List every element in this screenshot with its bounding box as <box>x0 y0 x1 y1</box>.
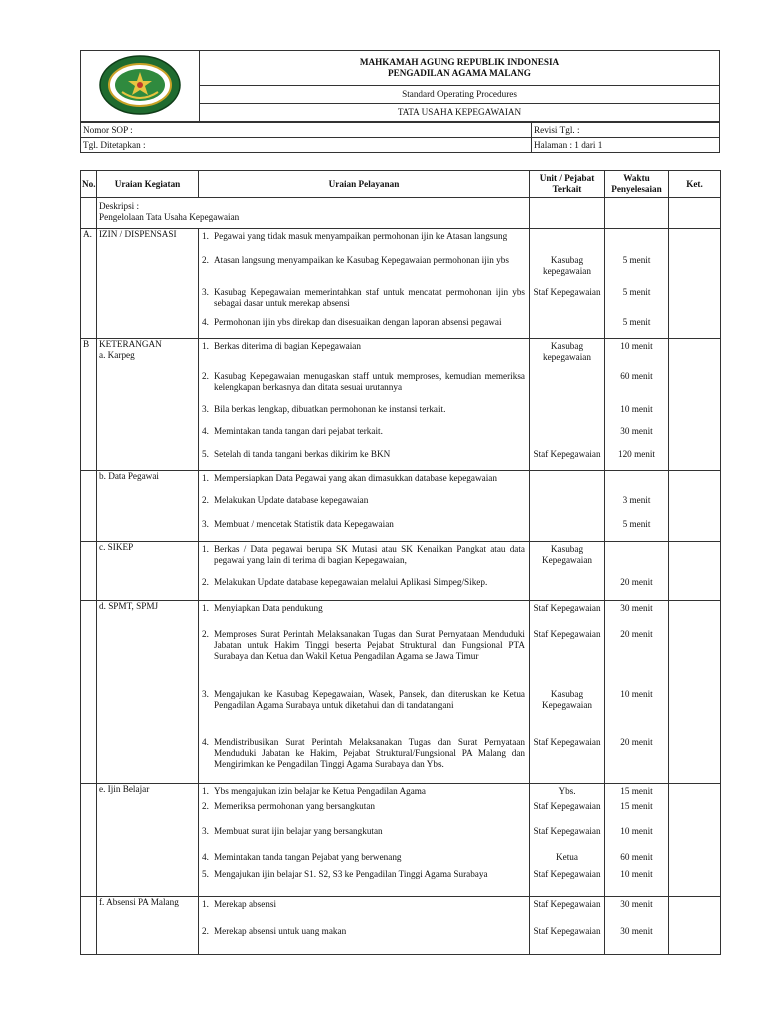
table-row <box>81 542 721 576</box>
pelayanan-step <box>199 897 530 925</box>
table-row <box>81 601 721 628</box>
ket-cell <box>669 285 721 315</box>
waktu-cell: 20 menit <box>605 735 669 784</box>
ket-cell <box>669 799 721 824</box>
step-number: 5. <box>202 869 209 879</box>
unit-cell: Kasubag Kepegawaian <box>530 687 605 735</box>
table-row <box>81 897 721 925</box>
ket-cell <box>669 824 721 850</box>
step-number: 1. <box>202 603 209 613</box>
kegiatan-label: f. Absensi PA Malang <box>99 897 179 907</box>
section-kegiatan <box>97 784 199 897</box>
table-row <box>81 229 721 254</box>
ket-cell <box>669 339 721 370</box>
pelayanan-step <box>199 627 530 687</box>
ket-cell <box>669 575 721 601</box>
step-text: Mengajukan ijin belajar S1. S2, S3 ke Pengadilan Tinggi Agama Surabaya <box>214 869 488 879</box>
col-ket: Ket. <box>669 171 721 198</box>
ket-cell <box>669 542 721 576</box>
organization-name <box>200 51 720 86</box>
step-number: 2. <box>202 371 209 381</box>
step-text: Melakukan Update database kepegawaian <box>214 495 369 505</box>
deskripsi-cell <box>97 198 530 229</box>
section-no: A. <box>81 229 97 339</box>
step-number: 4. <box>202 737 209 747</box>
revisi-tgl: Revisi Tgl. : <box>532 123 720 138</box>
step-number: 2. <box>202 495 209 505</box>
unit-cell: Staf Kepegawaian <box>530 799 605 824</box>
ket-cell <box>669 601 721 628</box>
ket-cell <box>669 867 721 897</box>
step-number: 1. <box>202 544 209 554</box>
pelayanan-step <box>199 493 530 517</box>
step-number: 2. <box>202 255 209 265</box>
table-header-row <box>81 171 721 198</box>
unit-cell: Staf Kepegawaian <box>530 897 605 925</box>
org-line-2: PENGADILAN AGAMA MALANG <box>388 68 531 78</box>
step-number: 1. <box>202 473 209 483</box>
section-kegiatan <box>97 897 199 955</box>
org-line-1: MAHKAMAH AGUNG REPUBLIK INDONESIA <box>359 57 560 67</box>
col-unit: Unit / Pejabat Terkait <box>530 171 605 198</box>
ket-cell <box>669 369 721 402</box>
step-text: Merekap absensi <box>214 899 276 909</box>
halaman: Halaman : 1 dari 1 <box>532 138 720 153</box>
step-number: 1. <box>202 899 209 909</box>
deskripsi-text: Pengelolaan Tata Usaha Kepegawaian <box>99 212 240 222</box>
step-number: 1. <box>202 786 209 796</box>
step-number: 3. <box>202 404 209 414</box>
section-kegiatan <box>97 339 199 471</box>
table-row <box>81 339 721 370</box>
waktu-cell: 5 menit <box>605 285 669 315</box>
tgl-ditetapkan: Tgl. Ditetapkan : <box>81 138 532 153</box>
pelayanan-step <box>199 784 530 800</box>
ket-cell <box>669 493 721 517</box>
unit-cell: Staf Kepegawaian <box>530 285 605 315</box>
kegiatan-label: KETERANGAN <box>99 339 162 349</box>
pelayanan-step <box>199 687 530 735</box>
section-kegiatan <box>97 601 199 784</box>
pelayanan-step <box>199 735 530 784</box>
ket-cell <box>669 897 721 925</box>
ket-cell <box>669 402 721 424</box>
step-number: 5. <box>202 449 209 459</box>
kegiatan-label: a. Karpeg <box>99 350 135 360</box>
pelayanan-step <box>199 517 530 542</box>
waktu-cell: 30 menit <box>605 601 669 628</box>
meta-table <box>80 122 720 153</box>
step-text: Berkas diterima di bagian Kepegawaian <box>214 341 361 351</box>
unit-cell: Kasubag kepegawaian <box>530 339 605 370</box>
step-text: Mengajukan ke Kasubag Kepegawaian, Wasek, Pansek, dan diteruskan ke Ketua Pengadilan Agama Surabaya untuk diketahui dan di tandatangani <box>214 689 525 710</box>
waktu-cell: 5 menit <box>605 517 669 542</box>
logo-cell <box>81 51 200 122</box>
waktu-cell: 3 menit <box>605 493 669 517</box>
step-number: 3. <box>202 689 209 699</box>
col-no: No. <box>81 171 97 198</box>
kegiatan-label: e. Ijin Belajar <box>99 784 150 794</box>
waktu-cell: 5 menit <box>605 253 669 285</box>
step-number: 4. <box>202 317 209 327</box>
section-no <box>81 601 97 784</box>
deskripsi-row <box>81 198 721 229</box>
ket-cell <box>669 850 721 867</box>
section-kegiatan <box>97 542 199 601</box>
pelayanan-step <box>199 542 530 576</box>
waktu-cell: 30 menit <box>605 897 669 925</box>
step-number: 1. <box>202 231 209 241</box>
ket-cell <box>669 471 721 494</box>
waktu-cell: 10 menit <box>605 687 669 735</box>
ket-cell <box>669 253 721 285</box>
step-number: 4. <box>202 852 209 862</box>
step-number: 1. <box>202 341 209 351</box>
ket-cell <box>669 687 721 735</box>
waktu-cell: 20 menit <box>605 575 669 601</box>
pelayanan-step <box>199 867 530 897</box>
pelayanan-step <box>199 824 530 850</box>
step-text: Mendistribusikan Surat Perintah Melaksanakan Tugas dan Surat Pernyataan Menduduki Jabatan ke Hakim, Pejabat Struktural/Fungsional PA Malang dan Mengirimkan ke Pengadilan Tinggi Agama Surabaya dan Ybs. <box>214 737 525 769</box>
waktu-cell: 30 menit <box>605 924 669 955</box>
ket-cell <box>669 784 721 800</box>
section-no <box>81 897 97 955</box>
document-header <box>80 50 720 122</box>
step-text: Memproses Surat Perintah Melaksanakan Tugas dan Surat Pernyataan Menduduki Jabatan untuk Hakim Tinggi beserta Pejabat Struktural dan Fungsional PTA Surabaya dan Ketua dan Wakil Ketua Pengadilan Agama se Jawa Timur <box>214 629 525 661</box>
step-number: 2. <box>202 926 209 936</box>
table-row <box>81 471 721 494</box>
step-number: 3. <box>202 287 209 297</box>
col-uraian-pelayanan: Uraian Pelayanan <box>199 171 530 198</box>
unit-cell: Staf Kepegawaian <box>530 735 605 784</box>
pelayanan-step <box>199 315 530 339</box>
unit-cell: Staf Kepegawaian <box>530 447 605 471</box>
waktu-cell: 15 menit <box>605 799 669 824</box>
step-text: Kasubag Kepegawaian menugaskan staff untuk memproses, kemudian memeriksa kelengkapan berkasnya dan ditata sesuai urutannya <box>214 371 525 392</box>
step-number: 3. <box>202 519 209 529</box>
col-uraian-kegiatan: Uraian Kegiatan <box>97 171 199 198</box>
waktu-cell: 10 menit <box>605 402 669 424</box>
pelayanan-step <box>199 575 530 601</box>
unit-cell: Ybs. <box>530 784 605 800</box>
waktu-cell: 5 menit <box>605 315 669 339</box>
waktu-cell: 120 menit <box>605 447 669 471</box>
kegiatan-label: IZIN / DISPENSASI <box>99 229 177 239</box>
unit-cell: Staf Kepegawaian <box>530 867 605 897</box>
step-text: Berkas / Data pegawai berupa SK Mutasi atau SK Kenaikan Pangkat atau data pegawai yang lain di terima di bagian Kepegawaian, <box>214 544 525 565</box>
pelayanan-step <box>199 850 530 867</box>
step-number: 2. <box>202 801 209 811</box>
ket-cell <box>669 517 721 542</box>
unit-cell <box>530 471 605 494</box>
waktu-cell <box>605 542 669 576</box>
ket-cell <box>669 424 721 447</box>
court-seal-logo-icon <box>98 54 182 116</box>
unit-cell <box>530 424 605 447</box>
kegiatan-label: c. SIKEP <box>99 542 134 552</box>
waktu-cell: 10 menit <box>605 339 669 370</box>
doc-type: Standard Operating Procedures <box>200 86 720 104</box>
sop-table <box>80 170 721 955</box>
ket-cell <box>669 229 721 254</box>
pelayanan-step <box>199 799 530 824</box>
section-no: B <box>81 339 97 471</box>
section-no <box>81 542 97 601</box>
step-text: Bila berkas lengkap, dibuatkan permohonan ke instansi terkait. <box>214 404 446 414</box>
step-text: Atasan langsung menyampaikan ke Kasubag Kepegawaian permohonan ijin ybs <box>214 255 509 265</box>
pelayanan-step <box>199 601 530 628</box>
pelayanan-step <box>199 447 530 471</box>
step-text: Membuat surat ijin belajar yang bersangkutan <box>214 826 383 836</box>
waktu-cell: 20 menit <box>605 627 669 687</box>
step-text: Memintakan tanda tangan Pejabat yang berwenang <box>214 852 402 862</box>
col-waktu: Waktu Penyelesaian <box>605 171 669 198</box>
step-text: Melakukan Update database kepegawaian melalui Aplikasi Simpeg/Sikep. <box>214 577 488 587</box>
unit-cell <box>530 229 605 254</box>
unit-cell: Staf Kepegawaian <box>530 924 605 955</box>
step-text: Setelah di tanda tangani berkas dikirim ke BKN <box>214 449 391 459</box>
unit-cell <box>530 369 605 402</box>
waktu-cell <box>605 229 669 254</box>
ket-cell <box>669 924 721 955</box>
step-text: Memeriksa permohonan yang bersangkutan <box>214 801 375 811</box>
ket-cell <box>669 315 721 339</box>
deskripsi-label: Deskripsi : <box>99 201 140 211</box>
unit-cell: Ketua <box>530 850 605 867</box>
waktu-cell: 30 menit <box>605 424 669 447</box>
step-number: 2. <box>202 577 209 587</box>
pelayanan-step <box>199 924 530 955</box>
unit-cell <box>530 493 605 517</box>
pelayanan-step <box>199 369 530 402</box>
pelayanan-step <box>199 424 530 447</box>
pelayanan-step <box>199 229 530 254</box>
pelayanan-step <box>199 339 530 370</box>
step-text: Pegawai yang tidak masuk menyampaikan permohonan ijin ke Atasan langsung <box>214 231 508 241</box>
unit-cell: Kasubag kepegawaian <box>530 253 605 285</box>
pelayanan-step <box>199 285 530 315</box>
unit-cell: Staf Kepegawaian <box>530 601 605 628</box>
step-number: 4. <box>202 426 209 436</box>
section-no <box>81 471 97 542</box>
pelayanan-step <box>199 402 530 424</box>
step-number: 3. <box>202 826 209 836</box>
step-text: Permohonan ijin ybs direkap dan disesuaikan dengan laporan absensi pegawai <box>214 317 502 327</box>
waktu-cell: 60 menit <box>605 850 669 867</box>
ket-cell <box>669 447 721 471</box>
nomor-sop: Nomor SOP : <box>81 123 532 138</box>
section-kegiatan <box>97 471 199 542</box>
unit-cell <box>530 315 605 339</box>
unit-cell: Kasubag Kepegawaian <box>530 542 605 576</box>
step-text: Ybs mengajukan izin belajar ke Ketua Pengadilan Agama <box>214 786 427 796</box>
table-row <box>81 784 721 800</box>
unit-cell <box>530 575 605 601</box>
waktu-cell: 10 menit <box>605 824 669 850</box>
ket-cell <box>669 627 721 687</box>
step-text: Kasubag Kepegawaian memerintahkan staf untuk mencatat permohonan ijin ybs sebagai dasar untuk merekap absensi <box>214 287 525 308</box>
step-text: Merekap absensi untuk uang makan <box>214 926 347 936</box>
doc-title: TATA USAHA KEPEGAWAIAN <box>200 104 720 122</box>
section-kegiatan <box>97 229 199 339</box>
step-text: Memintakan tanda tangan dari pejabat terkait. <box>214 426 383 436</box>
section-no <box>81 784 97 897</box>
unit-cell <box>530 402 605 424</box>
step-text: Menyiapkan Data pendukung <box>214 603 323 613</box>
unit-cell: Staf Kepegawaian <box>530 627 605 687</box>
step-text: Mempersiapkan Data Pegawai yang akan dimasukkan database kepegawaian <box>214 473 497 483</box>
waktu-cell: 15 menit <box>605 784 669 800</box>
unit-cell <box>530 517 605 542</box>
ket-cell <box>669 735 721 784</box>
kegiatan-label: d. SPMT, SPMJ <box>99 601 159 611</box>
pelayanan-step <box>199 471 530 494</box>
step-number: 2. <box>202 629 209 639</box>
unit-cell: Staf Kepegawaian <box>530 824 605 850</box>
pelayanan-step <box>199 253 530 285</box>
waktu-cell: 10 menit <box>605 867 669 897</box>
waktu-cell <box>605 471 669 494</box>
step-text: Membuat / mencetak Statistik data Kepegawaian <box>214 519 394 529</box>
waktu-cell: 60 menit <box>605 369 669 402</box>
kegiatan-label: b. Data Pegawai <box>99 471 159 481</box>
